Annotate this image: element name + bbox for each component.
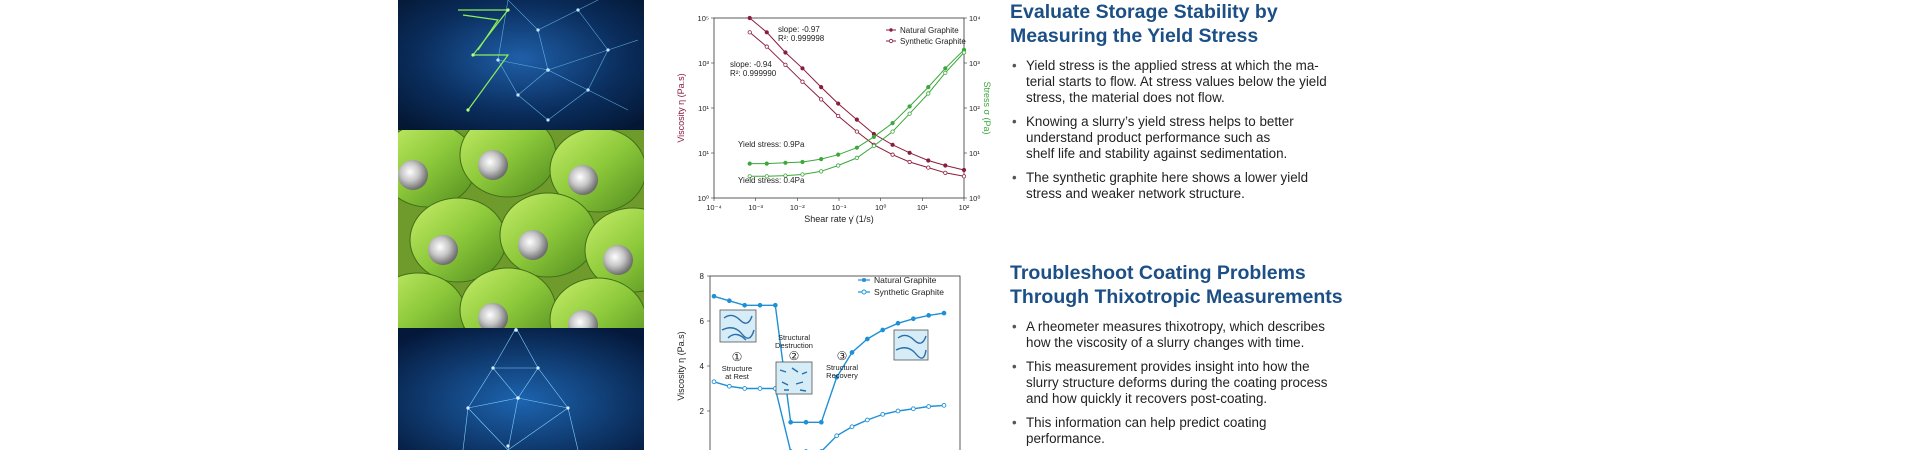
phase1-number: ①	[731, 350, 743, 364]
bullet-item	[1010, 415, 1410, 447]
chart1-y-right-tick-label: 10⁰	[969, 194, 981, 203]
bullet-item	[1010, 58, 1410, 106]
phase1-label-line1: Structure	[721, 364, 753, 373]
bullet-line: This measurement provides insight into how the	[1026, 359, 1310, 374]
chart2-data-point	[927, 405, 931, 409]
chart1-x-tick-label: 10⁻¹	[831, 203, 847, 212]
chart1-data-point	[801, 80, 804, 83]
chart1-annotation-yield-natural: Yield stress: 0.9Pa	[738, 140, 805, 149]
chart2-y-tick-label: 4	[699, 362, 704, 371]
phase3-label-line2: Recovery	[826, 371, 858, 380]
chart2-data-point	[835, 434, 839, 438]
phase3-number: ③	[836, 349, 848, 363]
chart1-data-point	[908, 160, 911, 163]
chart2-data-point	[743, 303, 747, 307]
chart1-legend-synthetic: Synthetic Graphite	[900, 37, 966, 46]
section-title	[1010, 0, 1410, 48]
chart1-y-left-tick-label: 10¹	[698, 104, 709, 113]
phase3-label-line1: Structural	[825, 363, 859, 372]
section-title-line1: Troubleshoot Coating Problems	[1010, 262, 1306, 284]
bullet-line: stress, the material does not flow.	[1026, 90, 1225, 105]
bullet-item	[1010, 319, 1410, 351]
chart1-data-point	[891, 121, 894, 124]
chart1-data-point	[944, 67, 947, 70]
bullet-line: how the viscosity of a slurry changes with time.	[1026, 335, 1305, 350]
chart2-data-point	[881, 412, 885, 416]
chart2-data-point	[865, 418, 869, 422]
chart1-y-right-tick-label: 10³	[969, 59, 980, 68]
wireframe-lightning-image	[398, 0, 644, 130]
bullet-line: performance.	[1026, 431, 1105, 446]
chart1-y-right-axis-label: Stress σ (Pa)	[982, 81, 992, 135]
chart2-data-point	[942, 403, 946, 407]
chart1-data-point	[927, 92, 930, 95]
chart1-legend-natural: Natural Graphite	[900, 26, 959, 35]
phase1-label-line2: at Rest	[725, 372, 749, 381]
chart1-legend	[886, 26, 966, 46]
chart2-data-point	[865, 337, 869, 341]
chart2-data-point	[911, 317, 915, 321]
section-title	[1010, 261, 1410, 309]
chart1-x-axis-label: Shear rate γ̇ (1/s)	[804, 214, 874, 224]
section-title-line2: Measuring the Yield Stress	[1010, 25, 1259, 47]
chart1-data-point	[836, 164, 839, 167]
chart2-data-point	[712, 294, 716, 298]
chart1-data-point	[891, 130, 894, 133]
structural-recovery-diagram	[894, 330, 928, 360]
chart1-x-tick-label: 10⁻²	[789, 203, 805, 212]
chart1-data-point	[944, 71, 947, 74]
bullet-item	[1010, 170, 1410, 202]
chart2-data-point	[758, 303, 762, 307]
bullet-line: terial starts to flow. At stress values below the yield	[1026, 74, 1327, 89]
chart1-data-point	[927, 159, 930, 162]
chart2-y-tick-label: 6	[699, 317, 704, 326]
bullet-item	[1010, 359, 1410, 407]
chart1-data-point	[784, 63, 787, 66]
chart1-data-point	[908, 105, 911, 108]
chart2-data-point	[727, 384, 731, 388]
chart1-y-right-tick-label: 10²	[969, 104, 980, 113]
section-title-line2: Through Thixotropic Measurements	[1010, 286, 1343, 308]
chart1-data-point	[891, 153, 894, 156]
chart2-legend-marker-synthetic	[862, 290, 866, 294]
structure-at-rest-diagram	[720, 310, 756, 342]
chart1-y-left-tick-label: 10³	[698, 59, 709, 68]
structural-destruction-diagram	[776, 362, 812, 394]
chart1-y-left-tick-label: 10¹	[698, 149, 709, 158]
bullet-line: The synthetic graphite here shows a lower yield	[1026, 170, 1309, 185]
chart1-x-tick-label: 10⁻⁴	[706, 203, 722, 212]
chart2-data-point	[896, 321, 900, 325]
chart1-data-point	[962, 168, 965, 171]
chart1-annotation-slope1: slope: -0.97	[778, 25, 820, 34]
chart1-data-point	[765, 31, 768, 34]
chart2-data-point	[712, 380, 716, 384]
chart1-data-point	[819, 170, 822, 173]
chart1-data-point	[944, 164, 947, 167]
chart1-annotation-slope2: slope: -0.94	[730, 60, 772, 69]
bullet-item	[1010, 114, 1410, 162]
chart2-legend	[858, 275, 944, 297]
chart2-data-point	[881, 328, 885, 332]
bullet-line: This information can help predict coating	[1026, 415, 1267, 430]
structural-recovery-box	[894, 330, 928, 360]
chart2-data-point	[911, 407, 915, 411]
phase2-label-line1: Structural	[777, 333, 811, 342]
chart1-y-left-tick-label: 10⁵	[697, 14, 709, 23]
chart1-data-point	[748, 162, 751, 165]
chart1-data-point	[891, 143, 894, 146]
bullet-line: Knowing a slurry’s yield stress helps to better	[1026, 114, 1294, 129]
chart1-annotation-r2-2: R²: 0.999990	[730, 69, 777, 78]
bullet-line: slurry structure deforms during the coating process	[1026, 375, 1328, 390]
bullet-list	[1010, 58, 1410, 202]
chart1-y-left-tick-label: 10⁰	[697, 194, 709, 203]
yield-stress-chart	[672, 10, 992, 230]
chart1-data-point	[872, 135, 875, 138]
chart1-data-point	[855, 146, 858, 149]
chart1-data-point	[908, 112, 911, 115]
chart2-data-point	[896, 409, 900, 413]
chart1-y-right-tick-label: 10⁴	[969, 14, 981, 23]
green-batteries-image	[398, 130, 644, 328]
chart1-y-right-tick-label: 10¹	[969, 149, 980, 158]
bullet-line: Yield stress is the applied stress at which the ma-	[1026, 58, 1319, 73]
chart1-data-point	[801, 160, 804, 163]
chart1-x-tick-label: 10¹	[916, 203, 928, 212]
chart1-data-point	[855, 156, 858, 159]
chart1-data-point	[944, 171, 947, 174]
chart2-data-point	[927, 313, 931, 317]
bullet-line: and how quickly it recovers post-coating.	[1026, 391, 1268, 406]
bullet-line: A rheometer measures thixotropy, which describes	[1026, 319, 1325, 334]
chart1-annotation-r2-1: R²: 0.999998	[778, 34, 825, 43]
chart2-data-point	[727, 299, 731, 303]
chart1-x-tick-label: 10²	[958, 203, 970, 212]
chart1-data-point	[872, 144, 875, 147]
chart1-data-point	[801, 67, 804, 70]
chart1-data-point	[784, 51, 787, 54]
chart1-data-point	[784, 161, 787, 164]
thixotropy-chart	[672, 268, 972, 450]
chart2-legend-marker-natural	[862, 278, 866, 282]
chart2-series-line-2	[714, 382, 944, 450]
chart1-y-left-axis-label: Viscosity η (Pa.s)	[676, 73, 686, 143]
chart1-data-point	[927, 85, 930, 88]
chart1-legend-marker-synthetic	[889, 39, 892, 42]
chart2-data-point	[743, 387, 747, 391]
storage-stability-section	[1010, 0, 1410, 210]
chart1-data-point	[819, 157, 822, 160]
bullet-line: stress and weaker network structure.	[1026, 186, 1245, 201]
chart2-data-point	[850, 351, 854, 355]
chart1-annotation-yield-synthetic: Yield stress: 0.4Pa	[738, 176, 805, 185]
thixotropy-section	[1010, 261, 1410, 450]
chart1-data-point	[819, 98, 822, 101]
chart1-data-point	[748, 31, 751, 34]
phase2-label-line2: Destruction	[775, 341, 813, 350]
chart1-data-point	[927, 166, 930, 169]
chart1-data-point	[962, 51, 965, 54]
chart2-data-point	[942, 311, 946, 315]
chart2-data-point	[850, 425, 854, 429]
chart1-data-point	[836, 153, 839, 156]
chart2-legend-natural: Natural Graphite	[874, 275, 937, 285]
chart1-data-point	[855, 118, 858, 121]
chart1-data-point	[748, 16, 751, 19]
chart1-x-tick-label: 10⁰	[874, 203, 887, 212]
chart2-data-point	[773, 303, 777, 307]
chart2-data-point	[819, 420, 823, 424]
bullet-line: understand product performance such as	[1026, 130, 1271, 145]
bullet-list	[1010, 319, 1410, 447]
section-title-line1: Evaluate Storage Stability by	[1010, 1, 1278, 23]
chart1-data-point	[836, 114, 839, 117]
chart1-data-point	[836, 102, 839, 105]
chart1-x-tick-label: 10⁻³	[748, 203, 764, 212]
bullet-line: shelf life and stability against sedimentation.	[1026, 146, 1288, 161]
chart2-data-point	[789, 420, 793, 424]
chart1-data-point	[908, 151, 911, 154]
structural-destruction-box	[776, 362, 812, 394]
chart1-series-line-2	[750, 32, 964, 176]
chart2-data-point	[804, 420, 808, 424]
chart2-data-point	[758, 387, 762, 391]
chart1-data-point	[765, 162, 768, 165]
chart2-legend-synthetic: Synthetic Graphite	[874, 287, 944, 297]
chart1-data-point	[962, 175, 965, 178]
chart2-y-tick-label: 8	[699, 272, 704, 281]
chart1-data-point	[855, 130, 858, 133]
chart1-legend-marker-natural	[889, 28, 892, 31]
chart1-data-point	[819, 85, 822, 88]
chart1-data-point	[765, 45, 768, 48]
chart2-y-axis-label: Viscosity η (Pa.s)	[676, 331, 686, 401]
phase2-number: ②	[788, 349, 800, 363]
chart2-y-tick-label: 2	[699, 407, 704, 416]
wireframe-drop-image	[398, 328, 644, 450]
